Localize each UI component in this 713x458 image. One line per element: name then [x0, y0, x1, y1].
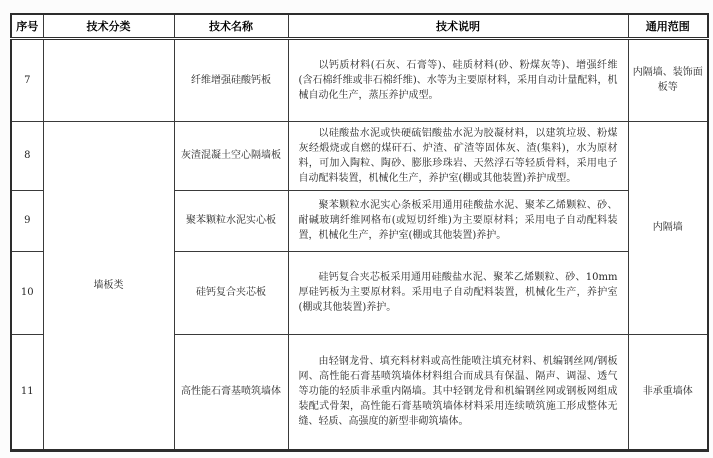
row-number: 9 — [11, 190, 43, 251]
col-header-no: 序号 — [11, 14, 43, 38]
category-cell-merged: 墙板类 — [43, 121, 174, 450]
tech-description-cell — [288, 38, 628, 121]
col-header-scope: 通用范围 — [628, 14, 708, 38]
scope-cell: 非承重墙体 — [628, 334, 708, 450]
scope-cell-merged: 内隔墙 — [628, 121, 708, 334]
tech-description-cell — [288, 334, 628, 450]
tech-description-text: 以硅酸盐水泥或快硬硫铝酸盐水泥为胶凝材料，以建筑垃圾、粉煤灰经煅烧或自燃的煤矸石、炉渣、矿渣等固体灰、渣(集料)，水为原材料，可加入陶粒、陶砂、膨胀珍珠岩、天然浮石等轻质骨料，采用电子自动配料装置，机械化生产，养护室(棚或其他装置)养护成型。 — [298, 127, 618, 184]
tech-name-cell: 聚苯颗粒水泥实心板 — [174, 190, 288, 251]
table-row-8 — [11, 121, 708, 190]
category-cell-empty — [43, 38, 174, 121]
row-number: 7 — [11, 38, 43, 121]
tech-description-cell — [288, 121, 628, 190]
col-header-description: 技术说明 — [288, 14, 628, 38]
tech-name-cell: 硅钙复合夹芯板 — [174, 251, 288, 334]
header-row — [11, 14, 708, 38]
row-number: 8 — [11, 121, 43, 190]
tech-description-text: 聚苯颗粒水泥实心条板采用通用硅酸盐水泥、聚苯乙烯颗粒、砂、耐碱玻璃纤维网格布(或短切纤维)为主要原材料；采用电子自动配料装置，机械化生产，养护室(棚或其他装置)养护。 — [298, 200, 618, 241]
tech-description-text: 由轻钢龙骨、填充料材料或高性能喷注填充材料、机编钢丝网/钢板网、高性能石膏基喷筑墙体材料组合而成具有保温、隔声、调湿、透气等功能的轻质非承重内隔墙。其中轻钢龙骨和机编钢丝网或钢板网组成装配式骨架，高性能石膏基喷筑墙体材料采用连续喷筑施工形成整体无缝、轻质、高强度的新型非砌筑墙体。 — [298, 356, 618, 427]
scope-cell: 内隔墙、装饰面板等 — [628, 38, 708, 121]
col-header-category: 技术分类 — [43, 14, 174, 38]
tech-description-cell — [288, 251, 628, 334]
technology-table — [10, 13, 709, 452]
tech-name-cell: 纤维增强硅酸钙板 — [174, 38, 288, 121]
col-header-name: 技术名称 — [174, 14, 288, 38]
row-number: 11 — [11, 334, 43, 450]
table-row-7 — [11, 38, 708, 121]
row-number: 10 — [11, 251, 43, 334]
tech-description-cell — [288, 190, 628, 251]
tech-name-cell: 灰渣混凝土空心隔墙板 — [174, 121, 288, 190]
tech-description-text: 硅钙复合夹芯板采用通用硅酸盐水泥、聚苯乙烯颗粒、砂、10mm厚硅钙板为主要原材料。采用电子自动配料装置，机械化生产，养护室(棚或其他装置)养护。 — [298, 272, 618, 313]
tech-description-text: 以钙质材料(石灰、石膏等)、硅质材料(砂、粉煤灰等)、增强纤维(含石棉纤维或非石棉纤维)、水等为主要原材料，采用自动计量配料，机械自动化生产，蒸压养护成型。 — [298, 59, 618, 101]
tech-name-cell: 高性能石膏基喷筑墙体 — [174, 334, 288, 450]
